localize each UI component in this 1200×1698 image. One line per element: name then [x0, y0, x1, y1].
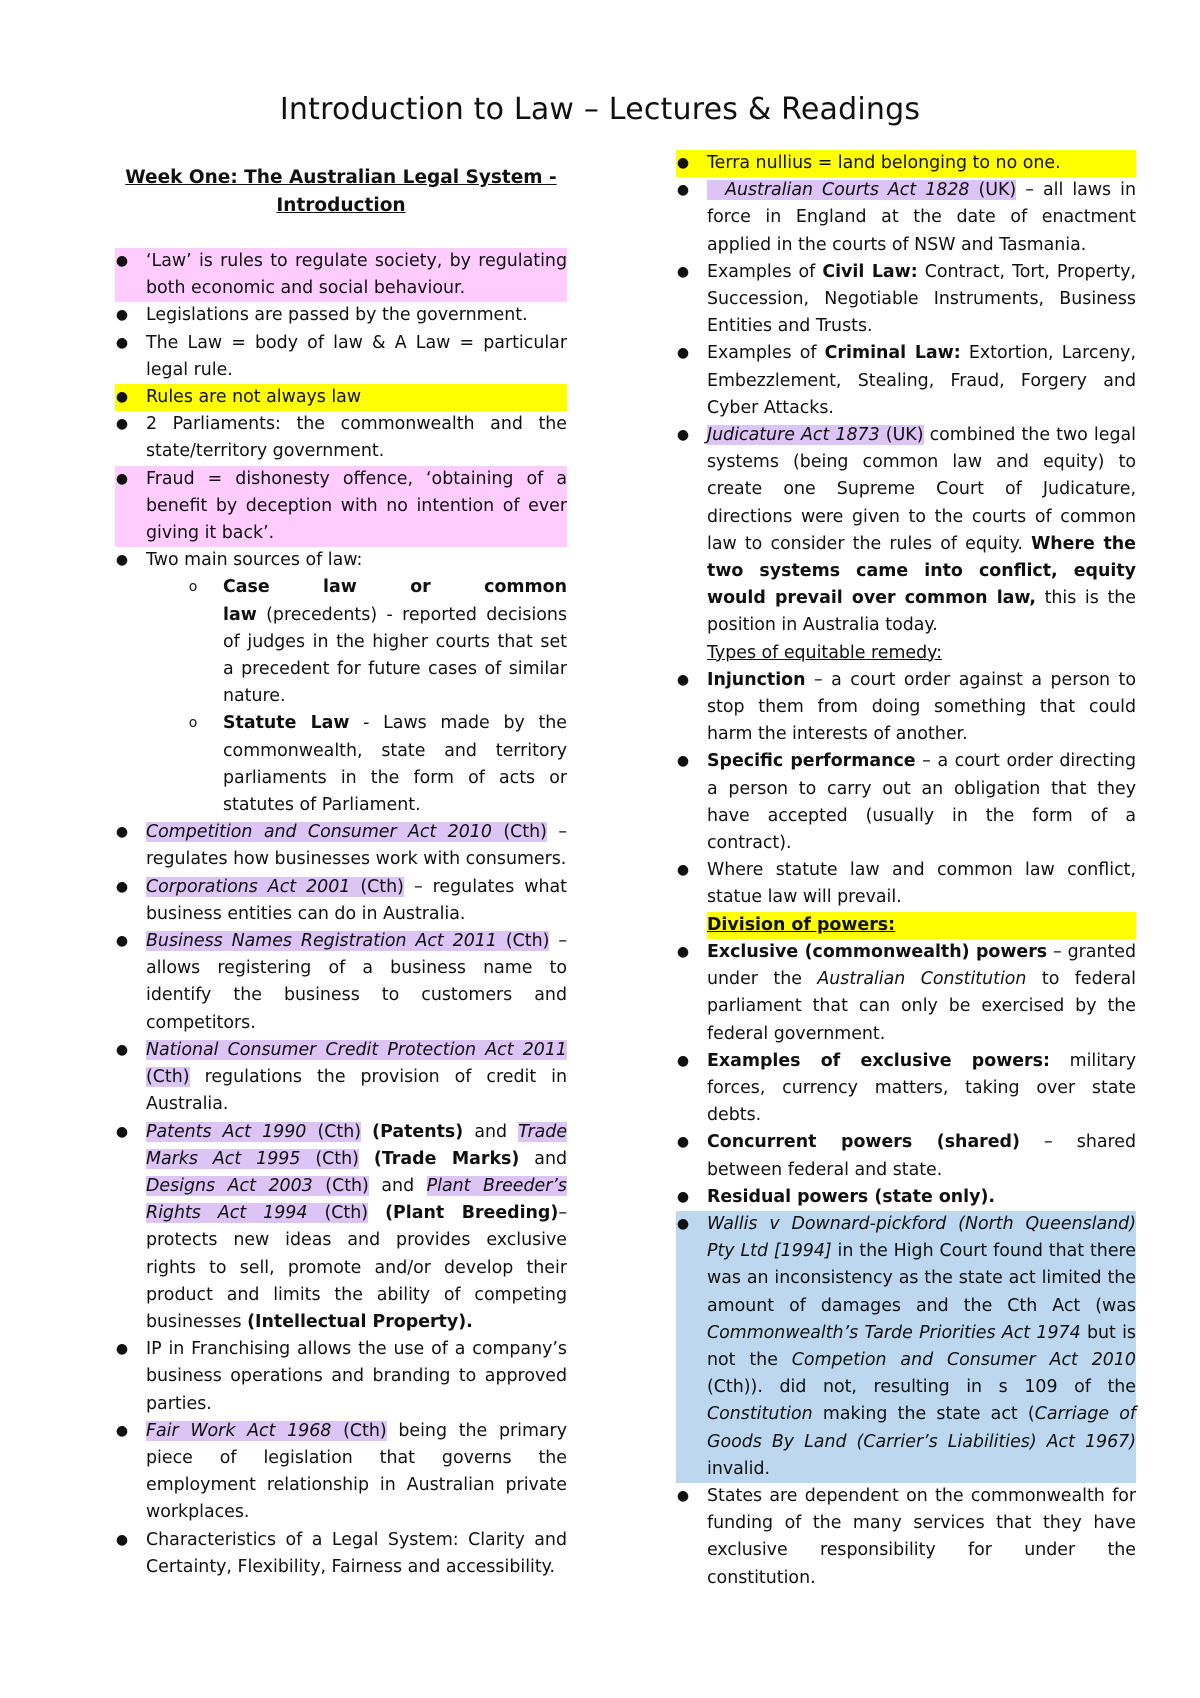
bullet-icon: ● — [115, 1341, 129, 1358]
circle-bullet-icon: o — [188, 579, 198, 596]
list-item-franchise: ● IP in Franchising allows the use of a company’s business operations and branding to approved parties. — [115, 1336, 567, 1418]
list-item-specific-performance: ● Specific performance – a court order directing a person to carry out an obligation that they have accepted (usually in the form of a contract). — [676, 748, 1136, 857]
sublist-item-case-law: o Case law or common law (precedents) - reported decisions of judges in the higher courts that set a precedent for future cases of similar nature. — [186, 574, 567, 710]
bullet-icon: ● — [115, 1041, 129, 1058]
bullet-icon: ● — [676, 862, 690, 879]
bullet-icon: ● — [676, 1052, 690, 1069]
bullet-icon: ● — [676, 1134, 690, 1151]
sources-sublist — [146, 574, 567, 819]
list-item-fair-work: ● Fair Work Act 1968 (Cth) being the primary piece of legislation that governs the employment relationship in Australian private workplaces. — [115, 1418, 567, 1527]
list-item-nccp: ● National Consumer Credit Protection Act 2011 (Cth) regulations the provision of credit in Australia. — [115, 1037, 567, 1119]
list-item: ● Fraud = dishonesty offence, ‘obtaining of a benefit by deception with no intention of ever giving it back’. — [115, 466, 567, 548]
bullet-icon: ● — [115, 1123, 129, 1140]
list-item-civil-law: ● Examples of Civil Law: Contract, Tort, Property, Succession, Negotiable Instruments, Business Entities and Trusts. — [676, 259, 1136, 341]
right-bullet-list — [676, 150, 1136, 1592]
list-item: ● Legislations are passed by the government. — [115, 302, 567, 329]
list-item-terra-nullius: ● Terra nullius = land belonging to no one. — [676, 150, 1136, 177]
bullet-icon: ● — [115, 334, 129, 351]
bullet-icon: ● — [676, 345, 690, 362]
bullet-icon: ● — [676, 753, 690, 770]
week-heading-line2: Introduction — [276, 195, 406, 216]
list-item-injunction: ● Injunction – a court order against a person to stop them from doing something that could harm the interests of another. — [676, 667, 1136, 749]
week-heading — [115, 164, 567, 220]
list-item-concurrent: ● Concurrent powers (shared) – shared between federal and state. — [676, 1129, 1136, 1183]
bullet-icon: ● — [115, 933, 129, 950]
list-item: ● Rules are not always law — [115, 384, 567, 411]
bullet-icon: ● — [676, 1487, 690, 1504]
bullet-icon: ● — [676, 671, 690, 688]
bullet-icon: ● — [115, 389, 129, 406]
bullet-icon: ● — [115, 1422, 129, 1439]
bullet-icon: ● — [676, 182, 690, 199]
list-item-exclusive-examples: ● Examples of exclusive powers: military forces, currency matters, taking over state debts. — [676, 1048, 1136, 1130]
list-item-ip: ● Patents Act 1990 (Cth) (Patents) and Trade Marks Act 1995 (Cth) (Trade Marks) and Designs Act 2003 (Cth) and Plant Breeder’s Rights Act 1994 (Cth) (Plant Breeding)– protects new ideas and provides exclusive rights to sell, promote and/or develop their product and limits the ability of competing businesses (Intellectual Property). — [115, 1119, 567, 1337]
bullet-icon: ● — [115, 552, 129, 569]
types-heading: Types of equitable remedy: — [707, 642, 943, 663]
list-item-criminal-law: ● Examples of Criminal Law: Extortion, Larceny, Embezzlement, Stealing, Fraud, Forgery and Cyber Attacks. — [676, 340, 1136, 422]
list-item-aca: ● Australian Courts Act 1828 (UK) – all laws in force in England at the date of enactment applied in the courts of NSW and Tasmania. — [676, 177, 1136, 259]
list-item: ● 2 Parliaments: the commonwealth and the state/territory government. — [115, 411, 567, 465]
bullet-icon: ● — [676, 427, 690, 444]
sublist-item-statute-law: o Statute Law - Laws made by the commonwealth, state and territory parliaments in the form of acts or statutes of Parliament. — [186, 710, 567, 819]
bullet-icon: ● — [115, 416, 129, 433]
list-item-residual: ● Residual powers (state only). — [676, 1184, 1136, 1211]
bullet-icon: ● — [676, 263, 690, 280]
list-item-corporations: ● Corporations Act 2001 (Cth) – regulates what business entities can do in Australia. — [115, 874, 567, 928]
bullet-icon: ● — [115, 470, 129, 487]
left-bullet-list — [115, 248, 567, 1581]
circle-bullet-icon: o — [188, 715, 198, 732]
bullet-icon: ● — [115, 1531, 129, 1548]
list-item-statute-conflict: ● Where statute law and common law conflict, statue law will prevail. Division of powers: — [676, 857, 1136, 939]
bullet-icon: ● — [115, 307, 129, 324]
list-item-wallis-case: ● Wallis v Downard-pickford (North Queensland) Pty Ltd [1994] in the High Court found that there was an inconsistency as the state act limited the amount of damages and the Cth Act (was Commonwealth’s Tarde Priorities Act 1974 but is not the Competion and Consumer Act 2010 (Cth)). did not, resulting in s 109 of the Constitution making the state act (Carriage of Goods By Land (Carrier’s Liabilities) Act 1967) invalid. — [676, 1211, 1136, 1483]
list-item-states-funding: ● States are dependent on the commonwealth for funding of the many services that they have exclusive responsibility for under the constitution. — [676, 1483, 1136, 1592]
week-heading-line1: Week One: The Australian Legal System - — [125, 167, 557, 188]
bullet-icon: ● — [115, 878, 129, 895]
list-item-cca: ● Competition and Consumer Act 2010 (Cth) – regulates how businesses work with consumers. — [115, 819, 567, 873]
list-item-characteristics: ● Characteristics of a Legal System: Clarity and Certainty, Flexibility, Fairness and accessibility. — [115, 1527, 567, 1581]
list-item-judicature: ● Judicature Act 1873 (UK) combined the two legal systems (being common law and equity) to create one Supreme Court of Judicature, directions were given to the courts of common law to consider the rules of equity. Where the two systems came into conflict, equity would prevail over common law, this is the position in Australia today. Types of equitable remedy: — [676, 422, 1136, 667]
bullet-icon: ● — [676, 1188, 690, 1205]
list-item-exclusive: ● Exclusive (commonwealth) powers – granted under the Australian Constitution to federal parliament that can only be exercised by the federal government. — [676, 939, 1136, 1048]
bullet-icon: ● — [676, 943, 690, 960]
list-item: ● ‘Law’ is rules to regulate society, by regulating both economic and social behaviour. — [115, 248, 567, 302]
bullet-icon: ● — [676, 1215, 690, 1232]
list-item: ● The Law = body of law & A Law = particular legal rule. — [115, 330, 567, 384]
list-item: ● Two main sources of law: o Case law or common law (precedents) - reported decisions of judges in the higher courts that set a precedent for future cases of similar nature. o Statute Law - Laws made by the commonwealth, state and territory parliaments in the form of acts or statutes of Parliament. — [115, 547, 567, 819]
bullet-icon: ● — [676, 155, 690, 171]
division-heading: Division of powers: — [707, 912, 1136, 939]
bullet-icon: ● — [115, 824, 129, 841]
bullet-icon: ● — [115, 253, 129, 269]
right-column — [676, 150, 1136, 1592]
left-column — [115, 164, 567, 1581]
list-item-bnr: ● Business Names Registration Act 2011 (Cth) – allows registering of a business name to identify the business to customers and competitors. — [115, 928, 567, 1037]
page-title: Introduction to Law – Lectures & Readings — [279, 92, 921, 127]
